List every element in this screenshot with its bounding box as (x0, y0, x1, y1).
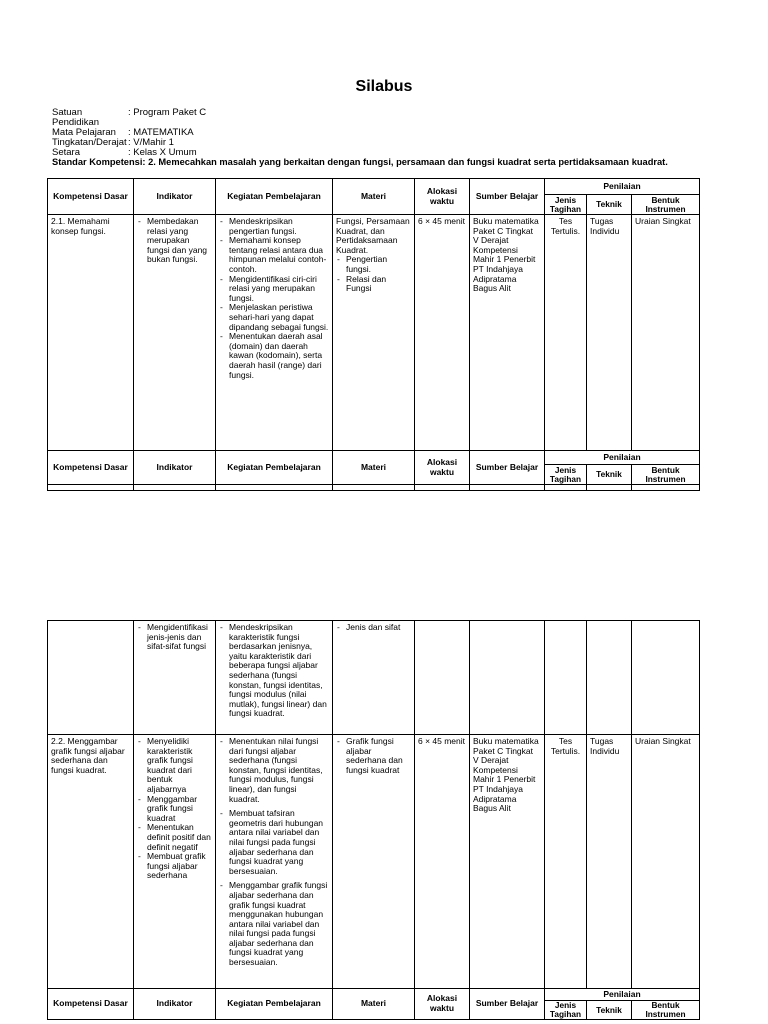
list-item: - Menentukan daerah asal (domain) dan daerah kawan (kodomain), serta daerah hasil (range) dari fungsi. (229, 332, 329, 380)
cell-alokasi: 6 × 45 menit (415, 215, 470, 451)
header-kegiatan: Kegiatan Pembelajaran (216, 451, 333, 485)
cell-materi (333, 621, 415, 735)
meta-value: : V/Mahir 1 (128, 137, 174, 148)
cell-teknik: Tugas Individu (587, 215, 632, 451)
table-row (48, 215, 700, 451)
meta-key: Satuan Pendidikan (52, 107, 100, 128)
materi-intro: Fungsi, Persamaan Kuadrat, dan Pertidaksamaan Kuadrat. (336, 216, 410, 255)
meta-value: : Program Paket C (128, 107, 207, 118)
list-item: - Menentukan nilai fungsi dari fungsi aljabar sederhana (fungsi konstan, fungsi identitas, fungsi modulus, fungsi linear), dan fungsi kuadrat. (229, 737, 329, 804)
header-jenis-tagihan: Jenis Tagihan (545, 195, 587, 215)
syllabus-table-page-1 (47, 178, 700, 491)
cell-materi (333, 735, 415, 989)
list-item: - Menentukan definit positif dan definit negatif (147, 823, 212, 852)
document-meta (52, 108, 206, 158)
list-item: - Mendeskripsikan karakteristik fungsi berdasarkan jenisnya, yaitu karakteristik dari beberapa fungsi aljabar sederhana (fungsi konstan, fungsi identitas, fungsi modulus (nilai mutlak), fungsi linear) dan fungsi kuadrat. (229, 623, 329, 719)
list-item: - Mendeskripsikan pengertian fungsi. (229, 217, 329, 236)
cell-sumber: Buku matematika Paket C Tingkat V Derajat Kompetensi Mahir 1 Penerbit PT Indahjaya Adipratama Bagus Alit (470, 735, 545, 989)
list-item: - Grafik fungsi aljabar sederhana dan fungsi kuadrat (346, 737, 411, 775)
meta-value: : MATEMATIKA (128, 127, 194, 138)
cell-bentuk-instrumen: Uraian Singkat (632, 215, 700, 451)
cell-bentuk-instrumen: Uraian Singkat (632, 735, 700, 989)
header-sumber: Sumber Belajar (470, 989, 545, 1020)
list-item: - Membuat grafik fungsi aljabar sederhana (147, 852, 212, 881)
list-item: - Membuat tafsiran geometris dari hubungan antara nilai variabel dan nilai fungsi pada fungsi aljabar sederhana dan fungsi kuadrat yang bersesuaian. (229, 809, 329, 876)
header-kompetensi-dasar: Kompetensi Dasar (48, 989, 134, 1020)
meta-key: Mata Pelajaran (52, 127, 116, 138)
meta-value: : Kelas X Umum (128, 147, 197, 158)
cell-kegiatan (216, 735, 333, 989)
header-sumber: Sumber Belajar (470, 179, 545, 215)
list-item: - Jenis dan sifat (346, 623, 411, 633)
list-item: - Mengidentifikasi ciri-ciri relasi yang merupakan fungsi. (229, 275, 329, 304)
cell-indikator (134, 215, 216, 451)
syllabus-table-page-2 (47, 620, 700, 1020)
meta-key: Setara (52, 147, 80, 158)
header-teknik: Teknik (587, 195, 632, 215)
table-row (48, 735, 700, 989)
cell-jenis-tagihan: Tes Tertulis. (545, 215, 587, 451)
header-teknik: Teknik (587, 465, 632, 485)
header-penilaian: Penilaian (545, 989, 700, 1001)
list-item: - Pengertian fungsi. (346, 255, 411, 274)
header-materi: Materi (333, 989, 415, 1020)
header-materi: Materi (333, 451, 415, 485)
header-jenis-tagihan: Jenis Tagihan (545, 1001, 587, 1020)
header-kegiatan: Kegiatan Pembelajaran (216, 989, 333, 1020)
cell-jenis-tagihan: Tes Tertulis. (545, 735, 587, 989)
cell-kegiatan (216, 621, 333, 735)
header-bentuk-instrumen: Bentuk Instrumen (632, 195, 700, 215)
meta-row (52, 108, 206, 128)
page-title: Silabus (355, 78, 413, 95)
table-row (48, 621, 700, 735)
list-item: - Memahami konsep tentang relasi antara dua himpunan melalui contoh-contoh. (229, 236, 329, 274)
header-materi: Materi (333, 179, 415, 215)
header-penilaian: Penilaian (545, 451, 700, 465)
cell-indikator (134, 621, 216, 735)
header-alokasi: Alokasi waktu (415, 451, 470, 485)
header-indikator: Indikator (134, 989, 216, 1020)
cell-teknik: Tugas Individu (587, 735, 632, 989)
header-bentuk-instrumen: Bentuk Instrumen (632, 1001, 700, 1020)
header-kompetensi-dasar: Kompetensi Dasar (48, 451, 134, 485)
cell-alokasi: 6 × 45 menit (415, 735, 470, 989)
header-bentuk-instrumen: Bentuk Instrumen (632, 465, 700, 485)
list-item: - Menggambar grafik fungsi aljabar sederhana dan grafik fungsi kuadrat menggunakan hubungan antara nilai variabel dan nilai fungsi pada fungsi aljabar sederhana dan fungsi kuadrat yang bersesuaian. (229, 881, 329, 967)
cell-kegiatan (216, 215, 333, 451)
list-item: - Mengidentifikasi jenis-jenis dan sifat-sifat fungsi (147, 623, 212, 652)
header-jenis-tagihan: Jenis Tagihan (545, 465, 587, 485)
header-penilaian: Penilaian (545, 179, 700, 195)
cell-kompetensi-dasar: 2.1. Memahami konsep fungsi. (48, 215, 134, 451)
header-indikator: Indikator (134, 179, 216, 215)
header-kegiatan: Kegiatan Pembelajaran (216, 179, 333, 215)
list-item: - Menggambar grafik fungsi kuadrat (147, 795, 212, 824)
header-indikator: Indikator (134, 451, 216, 485)
list-item: - Menyelidiki karakteristik grafik fungsi kuadrat dari bentuk aljabarnya (147, 737, 212, 795)
cell-indikator (134, 735, 216, 989)
list-item: - Menjelaskan peristiwa sehari-hari yang dapat dipandang sebagai fungsi. (229, 303, 329, 332)
cell-sumber: Buku matematika Paket C Tingkat V Derajat Kompetensi Mahir 1 Penerbit PT Indahjaya Adipratama Bagus Alit (470, 215, 545, 451)
standar-kompetensi: Standar Kompetensi: 2. Memecahkan masalah yang berkaitan dengan fungsi, persamaan dan fungsi kuadrat serta pertidaksamaan kuadrat. (52, 157, 668, 167)
cell-kompetensi-dasar: 2.2. Menggambar grafik fungsi aljabar sederhana dan fungsi kuadrat. (48, 735, 134, 989)
cell-materi (333, 215, 415, 451)
list-item: - Relasi dan Fungsi (346, 275, 411, 294)
header-teknik: Teknik (587, 1001, 632, 1020)
header-kompetensi-dasar: Kompetensi Dasar (48, 179, 134, 215)
cell-kompetensi-dasar (48, 621, 134, 735)
header-sumber: Sumber Belajar (470, 451, 545, 485)
header-alokasi: Alokasi waktu (415, 989, 470, 1020)
header-alokasi: Alokasi waktu (415, 179, 470, 215)
meta-key: Tingkatan/Derajat (52, 137, 127, 148)
list-item: - Membedakan relasi yang merupakan fungsi dan yang bukan fungsi. (147, 217, 212, 265)
